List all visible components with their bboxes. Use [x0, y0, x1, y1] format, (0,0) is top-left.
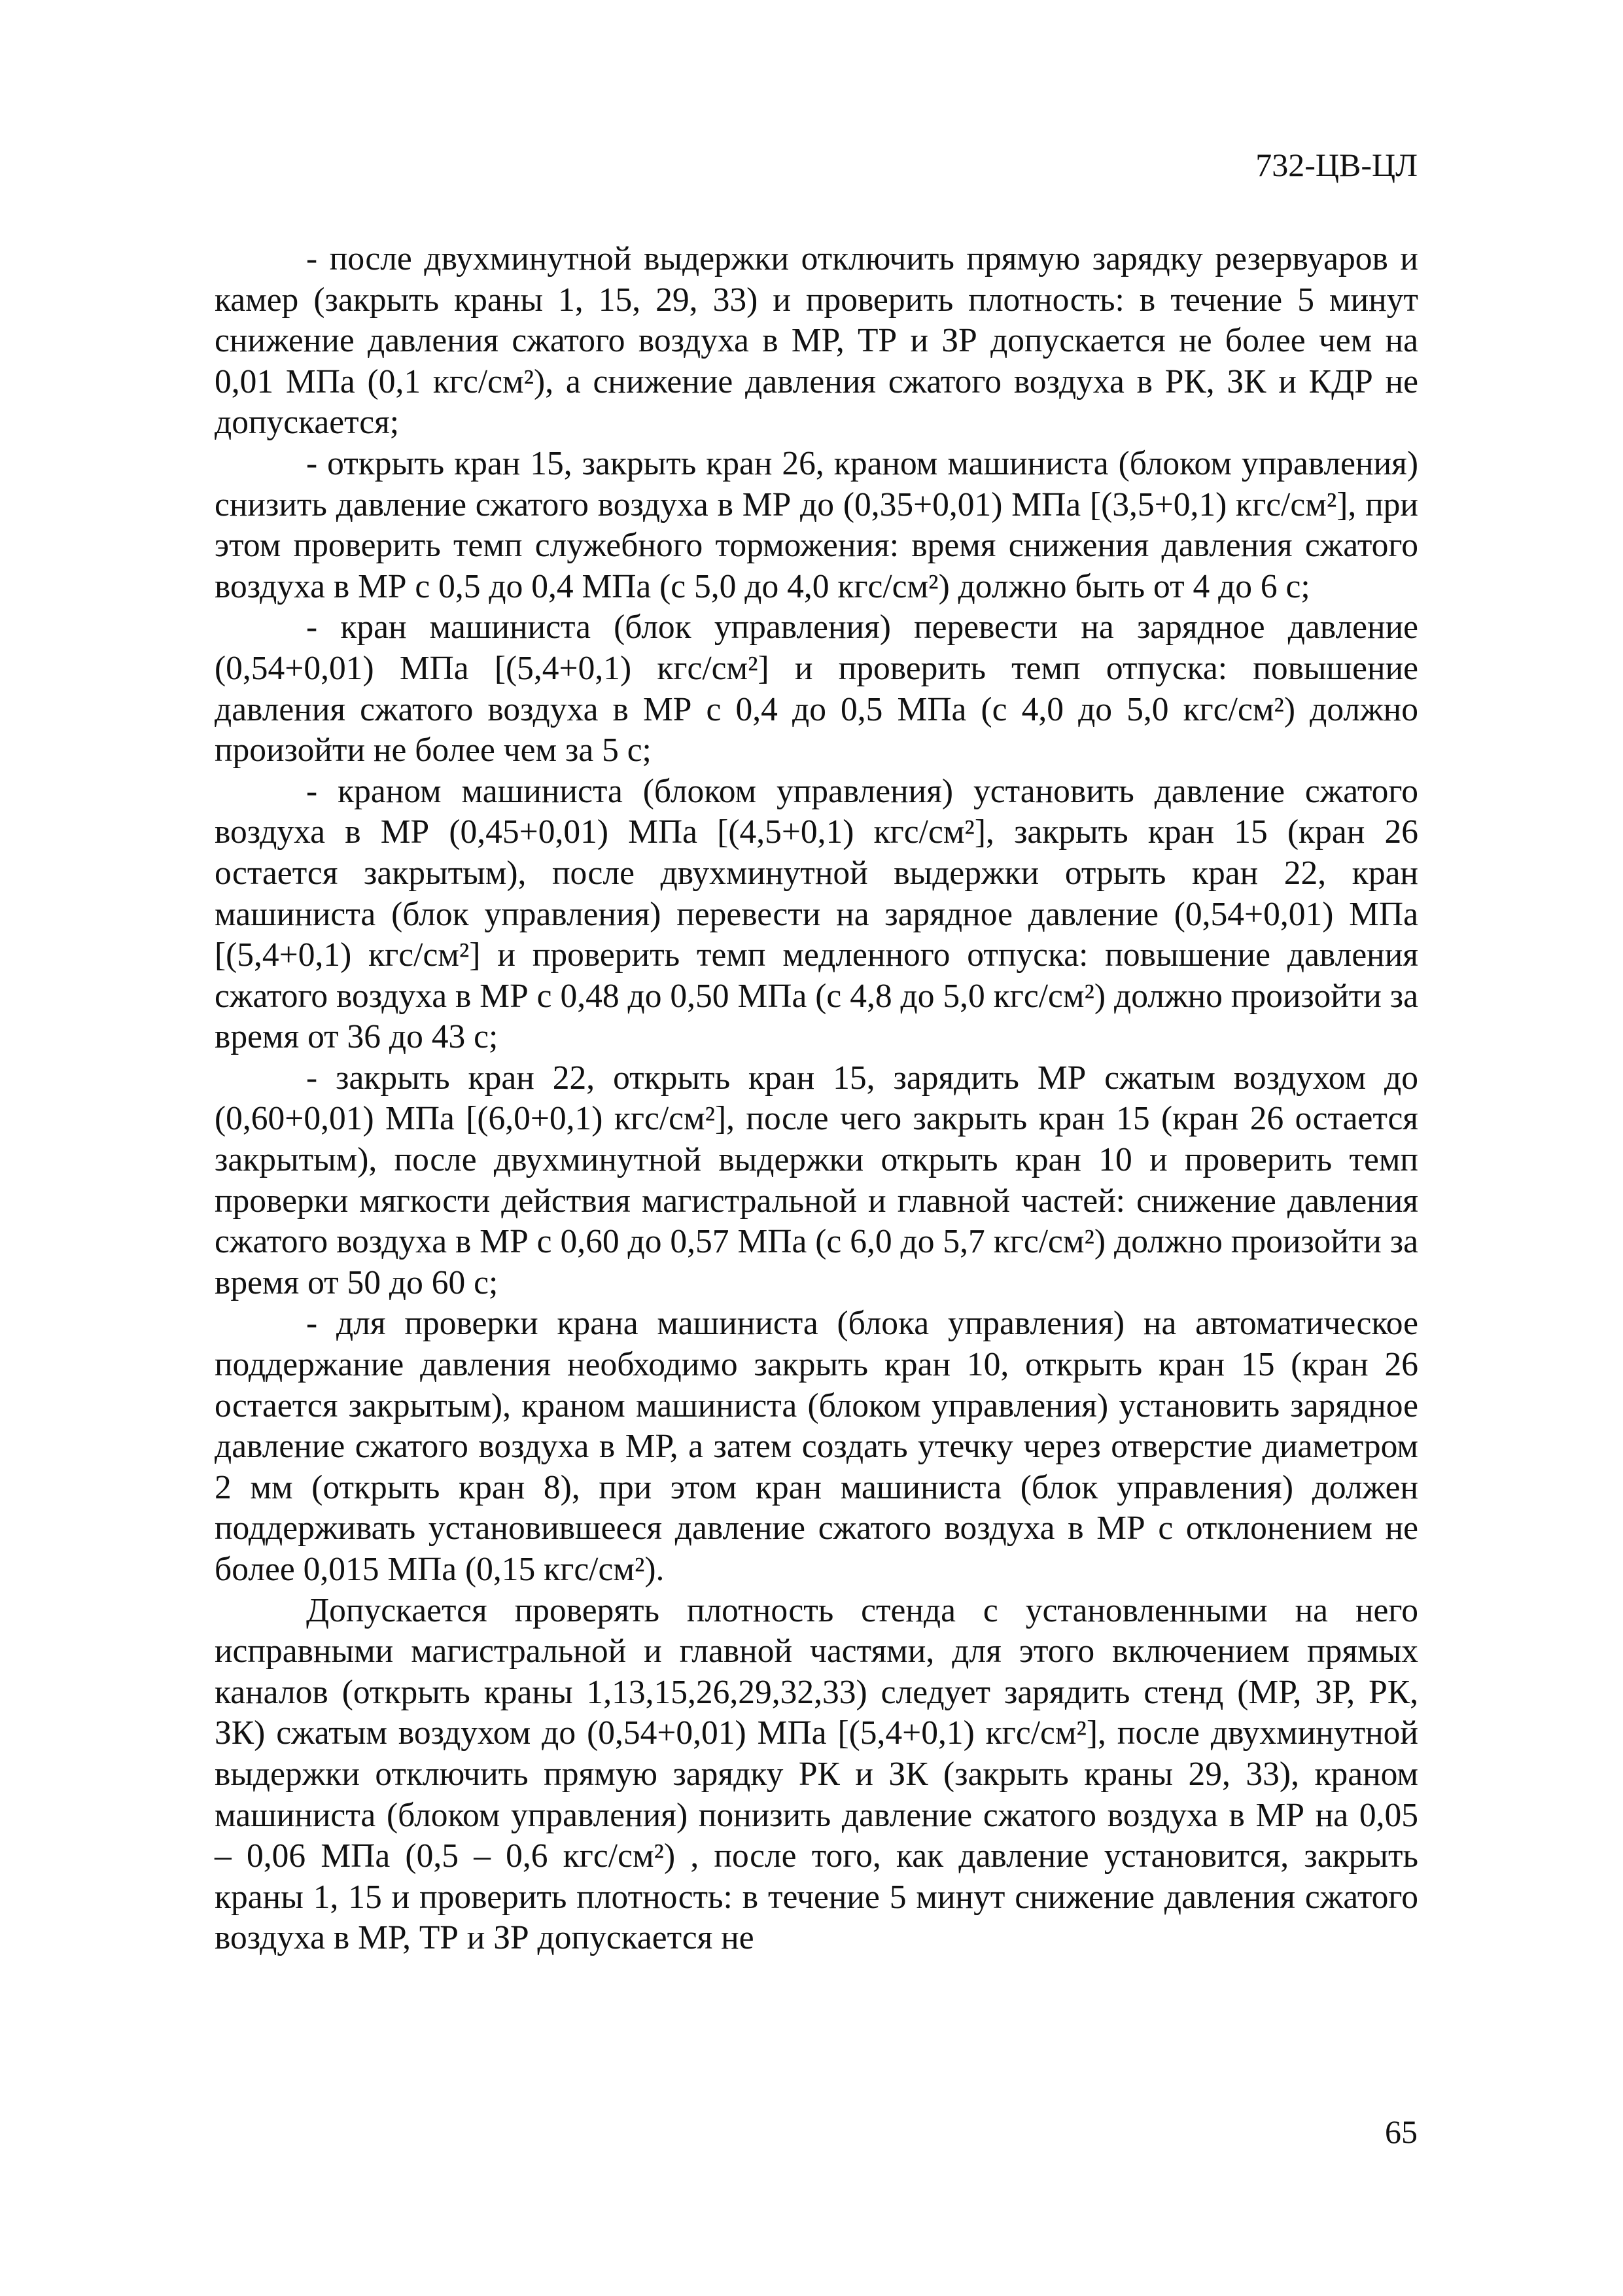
paragraph-slow-release: - краном машиниста (блоком управления) установить давление сжатого воздуха в МР (0,45+0,01) МПа [(4,5+0,1) кгс/см²], закрыть кран 15 (кран 26 остается закрытым), после двухминутной выдержки отрыть кран 22, кран машиниста (блок управления) перевести на зарядное давление (0,54+0,01) МПа [(5,4+0,1) кгс/см²] и проверить темп медленного отпуска: повышение давления сжатого воздуха в МР с 0,48 до 0,50 МПа (с 4,8 до 5,0 кгс/см²) должно произойти за время от 36 до 43 с; — [215, 772, 1418, 1056]
page-number: 65 — [1385, 2113, 1418, 2150]
document-code-header: 732-ЦВ-ЦЛ — [1255, 147, 1418, 183]
paragraph-stand-density: Допускается проверять плотность стенда с установленными на него исправными магистральной и главной частями, для этого включением прямых каналов (открыть краны 1,13,15,26,29,32,33) следует зарядить стенд (МР, ЗР, РК, ЗК) сжатым воздухом до (0,54+0,01) МПа [(5,4+0,1) кгс/см²], после двухминутной выдержки отключить прямую зарядку РК и ЗК (закрыть краны 29, 33), краном машиниста (блоком управления) понизить давление сжатого воздуха в МР на 0,05 – 0,06 МПа (0,5 – 0,6 кгс/см²) , после того, как давление установится, закрыть краны 1, 15 и проверить плотность: в течение 5 минут снижение давления сжатого воздуха в МР, ТР и ЗР допускается не — [215, 1591, 1418, 1957]
paragraph-service-braking: - открыть кран 15, закрыть кран 26, краном машиниста (блоком управления) снизить давление сжатого воздуха в МР до (0,35+0,01) МПа [(3,5+0,1) кгс/см²], при этом проверить темп служебного торможения: время снижения давления сжатого воздуха в МР с 0,5 до 0,4 МПа (с 5,0 до 4,0 кгс/см²) должно быть от 4 до 6 с; — [215, 444, 1418, 605]
paragraph-release-rate: - кран машиниста (блок управления) перевести на зарядное давление (0,54+0,01) МПа [(5,4+0,1) кгс/см²] и проверить темп отпуска: повышение давления сжатого воздуха в МР с 0,4 до 0,5 МПа (с 4,0 до 5,0 кгс/см²) должно произойти не более чем за 5 с; — [215, 609, 1418, 769]
paragraph-leak-check: - после двухминутной выдержки отключить прямую зарядку резервуаров и камер (закрыть краны 1, 15, 29, 33) и проверить плотность: в течение 5 минут снижение давления сжатого воздуха в МР, ТР и ЗР допускается не более чем на 0,01 МПа (0,1 кгс/см²), а снижение давления сжатого воздуха в РК, ЗК и КДР не допускается; — [215, 240, 1418, 442]
paragraph-auto-maintenance: - для проверки крана машиниста (блока управления) на автоматическое поддержание давления необходимо закрыть кран 10, открыть кран 15 (кран 26 остается закрытым), краном машиниста (блоком управления) установить зарядное давление сжатого воздуха в МР, а затем создать утечку через отверстие диаметром 2 мм (открыть кран 8), при этом кран машиниста (блок управления) должен поддерживать установившееся давление сжатого воздуха в МР с отклонением не более 0,015 МПа (0,15 кгс/см²). — [215, 1305, 1418, 1588]
paragraph-softness-check: - закрыть кран 22, открыть кран 15, зарядить МР сжатым воздухом до (0,60+0,01) МПа [(6,0+0,1) кгс/см²], после чего закрыть кран 15 (кран 26 остается закрытым), после двухминутной выдержки открыть кран 10 и проверить темп проверки мягкости действия магистральной и главной частей: снижение давления сжатого воздуха в МР с 0,60 до 0,57 МПа (с 6,0 до 5,7 кгс/см²) должно произойти за время от 50 до 60 с; — [215, 1059, 1418, 1301]
document-body — [215, 239, 1418, 1959]
